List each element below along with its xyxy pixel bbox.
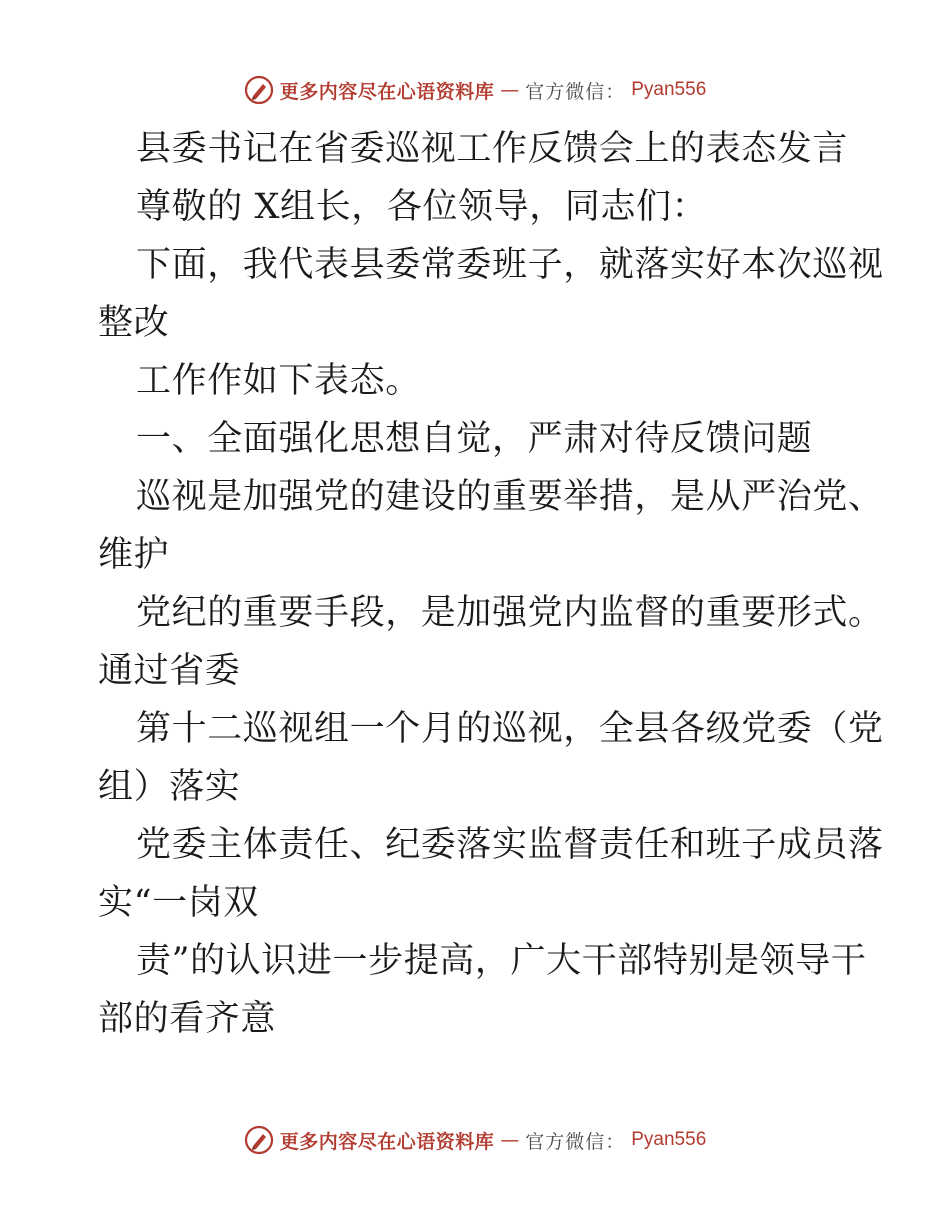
document-title: 县委书记在省委巡视工作反馈会上的表态发言 <box>136 129 849 169</box>
paragraph-line: 整改 <box>98 303 170 343</box>
pen-logo-icon <box>244 75 274 105</box>
footer-banner <box>0 1120 950 1160</box>
paragraph-line: 组）落实 <box>98 767 241 807</box>
salutation: 尊敬的 X组长，各位领导，同志们： <box>136 187 708 227</box>
paragraph-line: 党委主体责任、纪委落实监督责任和班子成员落 <box>136 825 884 865</box>
paragraph-line: 下面，我代表县委常委班子，就落实好本次巡视 <box>136 245 884 285</box>
paragraph-line: 第十二巡视组一个月的巡视，全县各级党委（党 <box>136 709 884 749</box>
banner-main-text: 更多内容尽在心语资料库 <box>279 1130 495 1153</box>
banner-main-text: 更多内容尽在心语资料库 <box>279 80 495 103</box>
section-heading: 一、全面强化思想自觉，严肃对待反馈问题 <box>136 419 813 459</box>
banner-wechat-label: 官方微信： <box>525 80 626 103</box>
paragraph-line: 巡视是加强党的建设的重要举措，是从严治党、 <box>136 477 884 517</box>
banner-dash: — <box>500 1129 520 1151</box>
banner-wechat-label: 官方微信： <box>525 1130 626 1153</box>
document-body <box>98 120 884 1048</box>
banner-wechat-id: Pyan556 <box>631 79 707 100</box>
header-banner <box>0 70 950 110</box>
paragraph-line: 部的看齐意 <box>98 999 277 1039</box>
banner-wechat-id: Pyan556 <box>631 1129 707 1150</box>
paragraph-line: 维护 <box>98 535 170 575</box>
paragraph-line: 通过省委 <box>98 651 241 691</box>
paragraph-line: 责”的认识进一步提高，广大干部特别是领导干 <box>136 941 867 981</box>
paragraph-line: 党纪的重要手段，是加强党内监督的重要形式。 <box>136 593 884 633</box>
paragraph-line: 实“一岗双 <box>98 883 259 923</box>
banner-dash: — <box>500 79 520 101</box>
paragraph-line: 工作作如下表态。 <box>136 361 421 401</box>
pen-logo-icon <box>244 1125 274 1155</box>
